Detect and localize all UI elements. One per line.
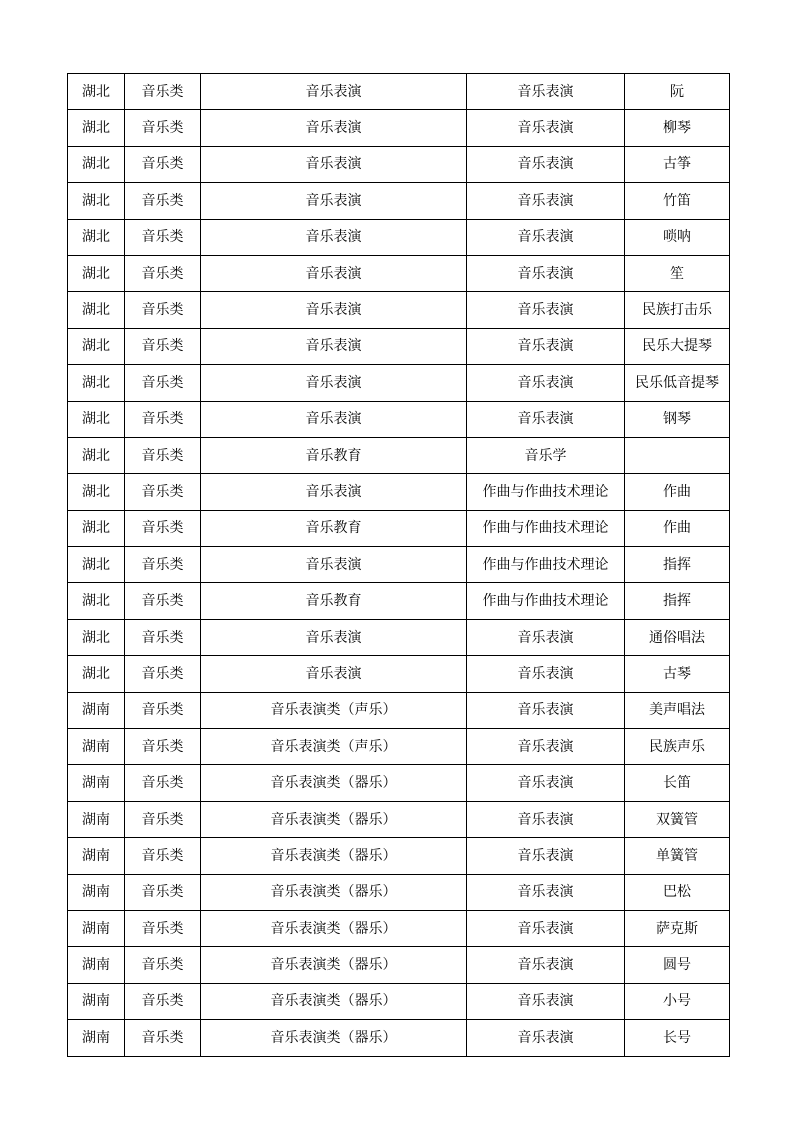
major-cell: 音乐表演 xyxy=(467,74,625,110)
table-row xyxy=(68,874,730,910)
category-cell: 音乐类 xyxy=(125,219,201,255)
direction-cell: 美声唱法 xyxy=(625,692,730,728)
category-cell: 音乐类 xyxy=(125,656,201,692)
direction-cell: 单簧管 xyxy=(625,838,730,874)
table-row xyxy=(68,401,730,437)
category-cell: 音乐类 xyxy=(125,365,201,401)
table-row xyxy=(68,692,730,728)
exam-type-cell: 音乐表演类（器乐） xyxy=(201,874,467,910)
province-cell: 湖北 xyxy=(68,437,125,473)
major-cell: 音乐表演 xyxy=(467,1020,625,1056)
exam-type-cell: 音乐表演 xyxy=(201,255,467,291)
table-row xyxy=(68,910,730,946)
province-cell: 湖南 xyxy=(68,983,125,1019)
exam-type-cell: 音乐表演类（声乐） xyxy=(201,729,467,765)
table-row xyxy=(68,947,730,983)
direction-cell: 民乐低音提琴 xyxy=(625,365,730,401)
exam-type-cell: 音乐教育 xyxy=(201,583,467,619)
province-cell: 湖北 xyxy=(68,619,125,655)
major-cell: 音乐表演 xyxy=(467,292,625,328)
category-cell: 音乐类 xyxy=(125,619,201,655)
table-row xyxy=(68,838,730,874)
exam-type-cell: 音乐表演类（器乐） xyxy=(201,947,467,983)
province-cell: 湖北 xyxy=(68,547,125,583)
major-cell: 作曲与作曲技术理论 xyxy=(467,583,625,619)
direction-cell: 民乐大提琴 xyxy=(625,328,730,364)
direction-cell: 萨克斯 xyxy=(625,910,730,946)
table-row xyxy=(68,110,730,146)
category-cell: 音乐类 xyxy=(125,947,201,983)
province-cell: 湖北 xyxy=(68,474,125,510)
major-cell: 音乐表演 xyxy=(467,910,625,946)
table-row xyxy=(68,474,730,510)
category-cell: 音乐类 xyxy=(125,510,201,546)
exam-type-cell: 音乐表演 xyxy=(201,74,467,110)
direction-cell: 古琴 xyxy=(625,656,730,692)
direction-cell: 双簧管 xyxy=(625,801,730,837)
province-cell: 湖北 xyxy=(68,110,125,146)
province-cell: 湖北 xyxy=(68,255,125,291)
major-cell: 音乐表演 xyxy=(467,983,625,1019)
table-row xyxy=(68,510,730,546)
direction-cell: 笙 xyxy=(625,255,730,291)
major-cell: 音乐表演 xyxy=(467,110,625,146)
direction-cell: 阮 xyxy=(625,74,730,110)
province-cell: 湖南 xyxy=(68,874,125,910)
table-row xyxy=(68,983,730,1019)
exam-type-cell: 音乐表演类（声乐） xyxy=(201,692,467,728)
major-cell: 作曲与作曲技术理论 xyxy=(467,510,625,546)
exam-type-cell: 音乐表演 xyxy=(201,401,467,437)
category-cell: 音乐类 xyxy=(125,838,201,874)
category-cell: 音乐类 xyxy=(125,74,201,110)
province-cell: 湖北 xyxy=(68,365,125,401)
table-row xyxy=(68,729,730,765)
province-cell: 湖北 xyxy=(68,328,125,364)
direction-cell: 唢呐 xyxy=(625,219,730,255)
table-row xyxy=(68,547,730,583)
major-cell: 音乐表演 xyxy=(467,656,625,692)
table-row xyxy=(68,801,730,837)
table-row xyxy=(68,765,730,801)
category-cell: 音乐类 xyxy=(125,146,201,182)
province-cell: 湖南 xyxy=(68,910,125,946)
province-cell: 湖北 xyxy=(68,146,125,182)
category-cell: 音乐类 xyxy=(125,437,201,473)
major-cell: 音乐表演 xyxy=(467,801,625,837)
major-cell: 音乐表演 xyxy=(467,365,625,401)
province-cell: 湖南 xyxy=(68,765,125,801)
direction-cell: 作曲 xyxy=(625,474,730,510)
direction-cell: 柳琴 xyxy=(625,110,730,146)
table-row xyxy=(68,656,730,692)
category-cell: 音乐类 xyxy=(125,729,201,765)
category-cell: 音乐类 xyxy=(125,874,201,910)
exam-type-cell: 音乐表演类（器乐） xyxy=(201,765,467,801)
province-cell: 湖北 xyxy=(68,183,125,219)
category-cell: 音乐类 xyxy=(125,583,201,619)
direction-cell: 古筝 xyxy=(625,146,730,182)
major-cell: 音乐表演 xyxy=(467,183,625,219)
exam-type-cell: 音乐表演 xyxy=(201,328,467,364)
major-cell: 作曲与作曲技术理论 xyxy=(467,547,625,583)
table-row xyxy=(68,365,730,401)
category-cell: 音乐类 xyxy=(125,1020,201,1056)
category-cell: 音乐类 xyxy=(125,692,201,728)
category-cell: 音乐类 xyxy=(125,474,201,510)
major-cell: 音乐表演 xyxy=(467,219,625,255)
category-cell: 音乐类 xyxy=(125,401,201,437)
exam-type-cell: 音乐表演类（器乐） xyxy=(201,838,467,874)
exam-type-cell: 音乐表演类（器乐） xyxy=(201,1020,467,1056)
exam-type-cell: 音乐表演 xyxy=(201,474,467,510)
category-cell: 音乐类 xyxy=(125,983,201,1019)
province-cell: 湖北 xyxy=(68,401,125,437)
direction-cell: 通俗唱法 xyxy=(625,619,730,655)
major-cell: 音乐表演 xyxy=(467,765,625,801)
major-cell: 音乐表演 xyxy=(467,619,625,655)
direction-cell: 指挥 xyxy=(625,547,730,583)
major-cell: 音乐学 xyxy=(467,437,625,473)
major-cell: 音乐表演 xyxy=(467,328,625,364)
exam-type-cell: 音乐表演 xyxy=(201,619,467,655)
table-row xyxy=(68,74,730,110)
category-cell: 音乐类 xyxy=(125,801,201,837)
major-cell: 音乐表演 xyxy=(467,729,625,765)
table-row xyxy=(68,292,730,328)
exam-type-cell: 音乐表演 xyxy=(201,110,467,146)
majors-table xyxy=(67,73,730,1057)
table-row xyxy=(68,328,730,364)
category-cell: 音乐类 xyxy=(125,765,201,801)
province-cell: 湖南 xyxy=(68,947,125,983)
exam-type-cell: 音乐表演 xyxy=(201,183,467,219)
province-cell: 湖北 xyxy=(68,292,125,328)
major-cell: 音乐表演 xyxy=(467,692,625,728)
table-row xyxy=(68,1020,730,1056)
exam-type-cell: 音乐表演类（器乐） xyxy=(201,983,467,1019)
table-row xyxy=(68,583,730,619)
exam-type-cell: 音乐表演 xyxy=(201,219,467,255)
major-cell: 音乐表演 xyxy=(467,146,625,182)
direction-cell: 民族打击乐 xyxy=(625,292,730,328)
province-cell: 湖南 xyxy=(68,729,125,765)
direction-cell: 作曲 xyxy=(625,510,730,546)
table-row xyxy=(68,219,730,255)
province-cell: 湖北 xyxy=(68,74,125,110)
exam-type-cell: 音乐表演 xyxy=(201,292,467,328)
exam-type-cell: 音乐表演 xyxy=(201,656,467,692)
direction-cell xyxy=(625,437,730,473)
direction-cell: 圆号 xyxy=(625,947,730,983)
province-cell: 湖南 xyxy=(68,1020,125,1056)
table-row xyxy=(68,619,730,655)
direction-cell: 巴松 xyxy=(625,874,730,910)
province-cell: 湖北 xyxy=(68,656,125,692)
table-row xyxy=(68,183,730,219)
exam-type-cell: 音乐表演 xyxy=(201,365,467,401)
major-cell: 音乐表演 xyxy=(467,838,625,874)
province-cell: 湖南 xyxy=(68,838,125,874)
direction-cell: 指挥 xyxy=(625,583,730,619)
major-cell: 音乐表演 xyxy=(467,947,625,983)
direction-cell: 竹笛 xyxy=(625,183,730,219)
exam-type-cell: 音乐教育 xyxy=(201,437,467,473)
direction-cell: 民族声乐 xyxy=(625,729,730,765)
table-body xyxy=(68,74,730,1057)
province-cell: 湖北 xyxy=(68,583,125,619)
province-cell: 湖北 xyxy=(68,219,125,255)
exam-type-cell: 音乐表演类（器乐） xyxy=(201,801,467,837)
category-cell: 音乐类 xyxy=(125,110,201,146)
exam-type-cell: 音乐教育 xyxy=(201,510,467,546)
major-cell: 作曲与作曲技术理论 xyxy=(467,474,625,510)
exam-type-cell: 音乐表演 xyxy=(201,146,467,182)
table-row xyxy=(68,146,730,182)
province-cell: 湖南 xyxy=(68,801,125,837)
province-cell: 湖南 xyxy=(68,692,125,728)
category-cell: 音乐类 xyxy=(125,183,201,219)
major-cell: 音乐表演 xyxy=(467,874,625,910)
direction-cell: 钢琴 xyxy=(625,401,730,437)
major-cell: 音乐表演 xyxy=(467,401,625,437)
major-cell: 音乐表演 xyxy=(467,255,625,291)
province-cell: 湖北 xyxy=(68,510,125,546)
category-cell: 音乐类 xyxy=(125,328,201,364)
direction-cell: 长笛 xyxy=(625,765,730,801)
direction-cell: 小号 xyxy=(625,983,730,1019)
table-row xyxy=(68,437,730,473)
direction-cell: 长号 xyxy=(625,1020,730,1056)
table-row xyxy=(68,255,730,291)
category-cell: 音乐类 xyxy=(125,910,201,946)
exam-type-cell: 音乐表演 xyxy=(201,547,467,583)
category-cell: 音乐类 xyxy=(125,255,201,291)
category-cell: 音乐类 xyxy=(125,292,201,328)
exam-type-cell: 音乐表演类（器乐） xyxy=(201,910,467,946)
category-cell: 音乐类 xyxy=(125,547,201,583)
